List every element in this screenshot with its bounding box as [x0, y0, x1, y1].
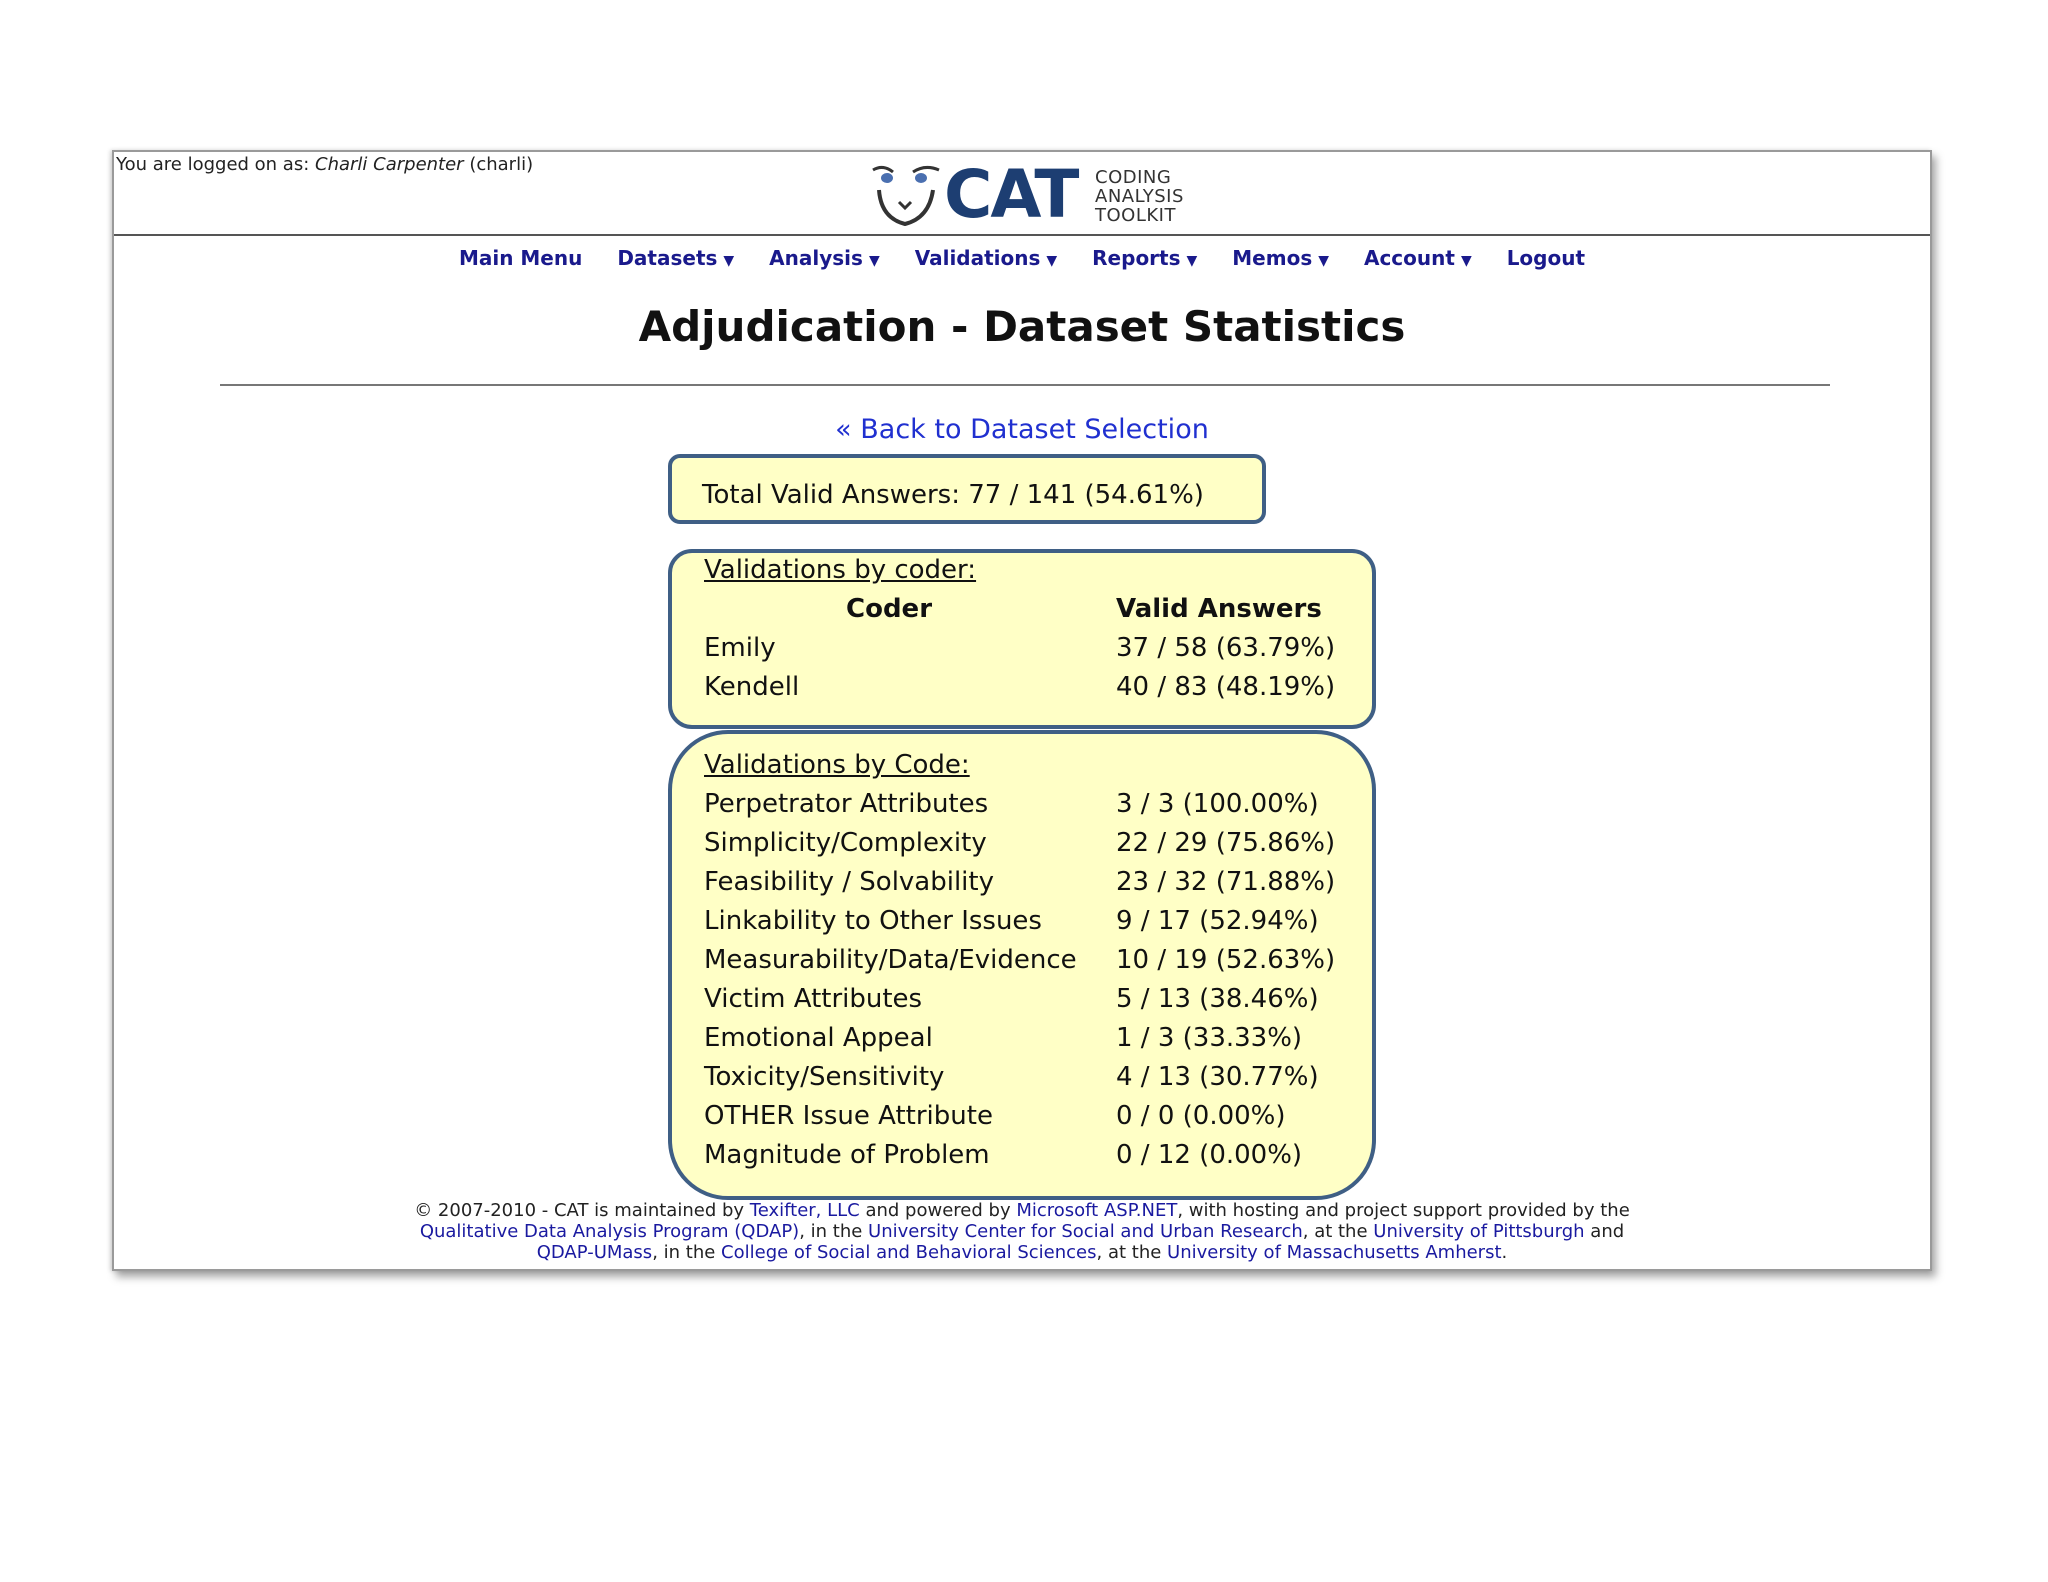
validations-by-code-title: Validations by Code:	[704, 750, 970, 780]
total-valid-answers-box	[668, 454, 1266, 524]
coder-table-header	[704, 594, 1364, 632]
umass-link[interactable]: University of Massachusetts Amherst	[1167, 1242, 1502, 1263]
back-to-dataset-selection-link[interactable]: « Back to Dataset Selection	[835, 414, 1209, 445]
logo-word: CAT	[944, 156, 1078, 233]
csbs-link[interactable]: College of Social and Behavioral Sciences	[721, 1242, 1097, 1263]
table-row	[704, 1023, 1364, 1061]
aspnet-link[interactable]: Microsoft ASP.NET	[1016, 1200, 1178, 1221]
qdap-umass-link[interactable]: QDAP-UMass	[536, 1242, 653, 1263]
caret-down-icon: ▼	[1460, 253, 1472, 269]
code-valid-answers: 22 / 29 (75.86%)	[1116, 828, 1336, 858]
code-valid-answers: 23 / 32 (71.88%)	[1116, 867, 1336, 897]
col-valid-answers: Valid Answers	[1116, 594, 1322, 624]
app-window	[112, 150, 1932, 1271]
code-valid-answers: 4 / 13 (30.77%)	[1116, 1062, 1319, 1092]
footer-line-2	[114, 1221, 1930, 1242]
title-divider	[220, 384, 1830, 386]
table-row	[704, 1140, 1364, 1178]
code-valid-answers: 1 / 3 (33.33%)	[1116, 1023, 1303, 1053]
table-row	[704, 789, 1364, 827]
code-name: Emotional Appeal	[704, 1023, 933, 1053]
table-row	[704, 828, 1364, 866]
footer-line-3	[114, 1242, 1930, 1263]
nav-validations[interactable]	[915, 246, 1057, 270]
nav-logout[interactable]	[1507, 246, 1585, 270]
code-valid-answers: 3 / 3 (100.00%)	[1116, 789, 1319, 819]
code-valid-answers: 5 / 13 (38.46%)	[1116, 984, 1319, 1014]
code-name: Measurability/Data/Evidence	[704, 945, 1077, 975]
caret-down-icon: ▼	[1046, 253, 1058, 269]
cat-logo	[869, 156, 1189, 233]
table-row	[704, 633, 1364, 671]
caret-down-icon: ▼	[723, 253, 735, 269]
footer-text: .	[1501, 1242, 1508, 1263]
footer	[114, 1200, 1930, 1263]
main-nav	[114, 246, 1930, 270]
code-name: Perpetrator Attributes	[704, 789, 989, 819]
table-row	[704, 1062, 1364, 1100]
validations-by-coder-title: Validations by coder:	[704, 555, 977, 585]
table-row	[704, 672, 1364, 710]
nav-datasets[interactable]	[617, 246, 734, 270]
footer-text: and powered by	[859, 1200, 1017, 1221]
nav-main-menu[interactable]	[459, 246, 582, 270]
nav-label: Memos	[1232, 246, 1313, 270]
coder-valid-answers: 40 / 83 (48.19%)	[1116, 672, 1336, 702]
cat-face-icon	[869, 162, 949, 228]
code-name: Toxicity/Sensitivity	[704, 1062, 945, 1092]
nav-label: Reports	[1092, 246, 1181, 270]
code-name: Victim Attributes	[704, 984, 923, 1014]
nav-reports[interactable]	[1092, 246, 1197, 270]
total-valid-answers: Total Valid Answers: 77 / 141 (54.61%)	[702, 480, 1204, 510]
pitt-link[interactable]: University of Pittsburgh	[1373, 1221, 1585, 1242]
code-name: Linkability to Other Issues	[704, 906, 1042, 936]
nav-label: Validations	[914, 246, 1041, 270]
texifter-link[interactable]: Texifter, LLC	[749, 1200, 860, 1221]
footer-line-1	[114, 1200, 1930, 1221]
footer-text: , at the	[1096, 1242, 1168, 1263]
caret-down-icon: ▼	[868, 253, 880, 269]
footer-text: and	[1584, 1221, 1625, 1242]
footer-text: © 2007-2010 - CAT is maintained by	[414, 1200, 750, 1221]
caret-down-icon: ▼	[1186, 253, 1198, 269]
login-status	[116, 154, 533, 175]
logo-line-1: CODING	[1095, 167, 1172, 188]
table-row	[704, 984, 1364, 1022]
logo-line-2: ANALYSIS	[1095, 186, 1184, 207]
validations-by-coder-box	[668, 549, 1376, 729]
code-name: OTHER Issue Attribute	[704, 1101, 993, 1131]
code-valid-answers: 0 / 0 (0.00%)	[1116, 1101, 1286, 1131]
code-name: Feasibility / Solvability	[704, 867, 994, 897]
coder-valid-answers: 37 / 58 (63.79%)	[1116, 633, 1336, 663]
user-name: Charli Carpenter	[315, 154, 464, 175]
validations-by-code-box	[668, 730, 1376, 1200]
logo-subtitle	[1095, 168, 1184, 225]
coder-name: Kendell	[704, 672, 800, 702]
code-valid-answers: 10 / 19 (52.63%)	[1116, 945, 1336, 975]
table-row	[704, 945, 1364, 983]
header	[114, 152, 1930, 236]
code-name: Simplicity/Complexity	[704, 828, 987, 858]
nav-analysis[interactable]	[769, 246, 880, 270]
page-title: Adjudication - Dataset Statistics	[638, 302, 1406, 351]
qdap-link[interactable]: Qualitative Data Analysis Program (QDAP)	[419, 1221, 800, 1242]
table-row	[704, 867, 1364, 905]
code-name: Magnitude of Problem	[704, 1140, 990, 1170]
nav-label: Main Menu	[458, 246, 583, 270]
nav-label: Account	[1363, 246, 1455, 270]
footer-text: , in the	[652, 1242, 722, 1263]
nav-memos[interactable]	[1232, 246, 1329, 270]
nav-label: Logout	[1506, 246, 1586, 270]
caret-down-icon: ▼	[1318, 253, 1329, 269]
user-id: (charli)	[463, 154, 534, 175]
logo-line-3: TOOLKIT	[1095, 205, 1176, 226]
nav-account[interactable]	[1364, 246, 1472, 270]
footer-text: , in the	[799, 1221, 869, 1242]
code-valid-answers: 9 / 17 (52.94%)	[1116, 906, 1319, 936]
footer-text: , at the	[1302, 1221, 1374, 1242]
nav-label: Datasets	[617, 246, 718, 270]
nav-label: Analysis	[769, 246, 863, 270]
code-valid-answers: 0 / 12 (0.00%)	[1116, 1140, 1303, 1170]
coder-name: Emily	[704, 633, 776, 663]
login-prefix: You are logged on as:	[116, 154, 316, 175]
ucsur-link[interactable]: University Center for Social and Urban Research	[868, 1221, 1303, 1242]
table-row	[704, 906, 1364, 944]
table-row	[704, 1101, 1364, 1139]
col-coder: Coder	[846, 594, 933, 624]
footer-text: , with hosting and project support provided by the	[1177, 1200, 1630, 1221]
